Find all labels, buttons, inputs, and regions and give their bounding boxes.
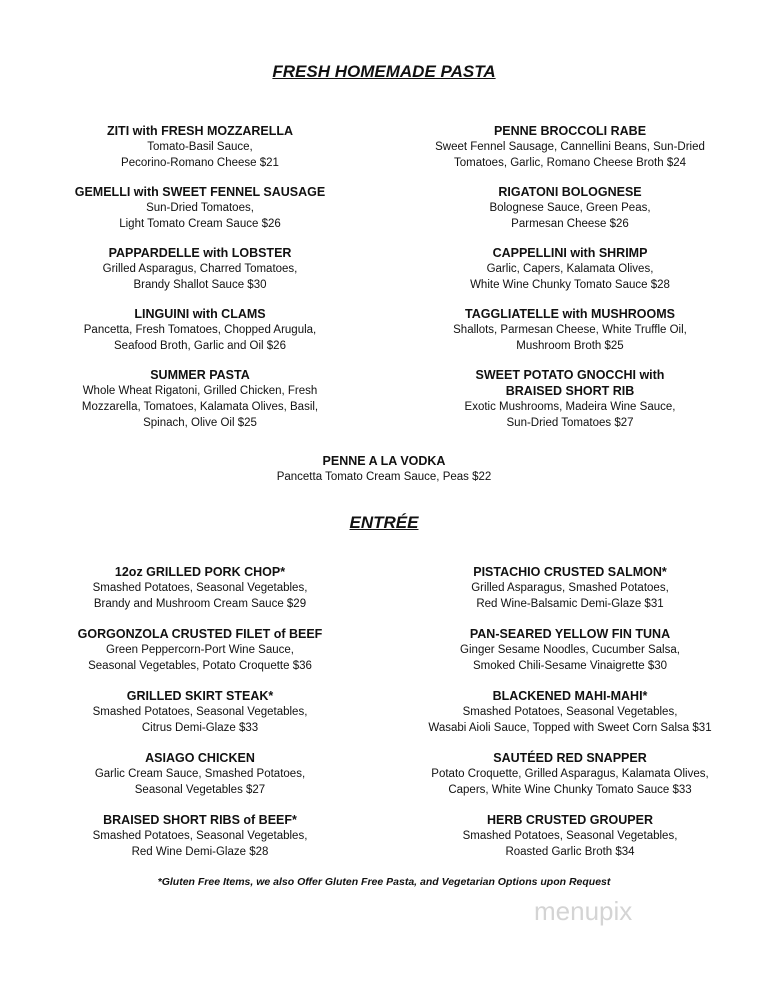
menu-item-description: Exotic Mushrooms, Madeira Wine Sauce, [464,401,676,413]
menu-item-description: Pancetta, Fresh Tomatoes, Chopped Arugula, [83,324,317,336]
menu-item [400,564,740,626]
entree-left-column [30,564,370,874]
menu-item [30,245,370,306]
menu-item-description: Parmesan Cheese $26 [511,218,629,230]
menu-item-name: PENNE A LA VODKA [322,454,446,468]
menu-item-name: SWEET POTATO GNOCCHI with BRAISED SHORT RIB [475,368,665,398]
pasta-section-title: FRESH HOMEMADE PASTA [272,62,496,81]
menu-item-description: Seasonal Vegetables $27 [134,784,266,796]
entree-right-column [400,564,740,874]
menu-item-description: Ginger Sesame Noodles, Cucumber Salsa, [460,644,680,656]
menu-item-description: Green Peppercorn-Port Wine Sauce, [106,644,294,656]
menu-item-name: TAGGLIATELLE with MUSHROOMS [465,307,675,321]
menu-item [30,306,370,367]
menu-item-name: BRAISED SHORT RIBS of BEEF* [103,813,297,827]
menu-item-description: Smashed Potatoes, Seasonal Vegetables, [462,830,678,842]
menu-item-description: White Wine Chunky Tomato Sauce $28 [470,279,670,291]
menu-item-description: Potato Croquette, Grilled Asparagus, Kalamata Olives, [431,768,709,780]
menu-item-description: Citrus Demi-Glaze $33 [141,722,259,734]
menu-item [400,367,740,428]
menu-item-name: SAUTÉED RED SNAPPER [493,751,647,765]
menu-item-description: Pancetta Tomato Cream Sauce, Peas $22 [276,471,492,483]
menu-item-name: GEMELLI with SWEET FENNEL SAUSAGE [74,185,326,199]
menu-item-description: Red Wine-Balsamic Demi-Glaze $31 [476,598,664,610]
menu-item-description: Red Wine Demi-Glaze $28 [131,846,269,858]
menu-item-name: CAPPELLINI with SHRIMP [492,246,648,260]
menu-item [30,688,370,750]
menu-item-description: Sun-Dried Tomatoes $27 [506,417,634,429]
menu-item-description: Roasted Garlic Broth $34 [505,846,635,858]
pasta-left-column [30,123,370,428]
menu-item-description: Bolognese Sauce, Green Peas, [489,202,651,214]
menu-item-description: Seasonal Vegetables, Potato Croquette $36 [88,660,312,672]
menu-item [400,245,740,306]
menu-item-description: Mozzarella, Tomatoes, Kalamata Olives, Basil, [81,401,319,413]
menu-item [400,626,740,688]
menu-item-name: RIGATONI BOLOGNESE [498,185,642,199]
menu-item-description: Wasabi Aioli Sauce, Topped with Sweet Corn Salsa $31 [428,722,712,734]
menu-item [30,564,370,626]
menu-item-name: HERB CRUSTED GROUPER [487,813,653,827]
menu-item-description: Grilled Asparagus, Smashed Potatoes, [471,582,669,594]
menu-item [30,184,370,245]
menu-item-name: PISTACHIO CRUSTED SALMON* [473,565,667,579]
menu-item [30,626,370,688]
menu-item [30,367,370,428]
menupix-watermark: menupix [534,896,633,926]
menu-item [400,306,740,367]
menu-item-name: GORGONZOLA CRUSTED FILET of BEEF [77,627,323,641]
menu-item [30,750,370,812]
menu-item [30,123,370,184]
gluten-free-footnote: *Gluten Free Items, we also Offer Gluten Free Pasta, and Vegetarian Options upon Request [157,876,611,888]
entree-section-title: ENTRÉE [349,513,419,532]
menu-item-name: LINGUINI with CLAMS [134,307,266,321]
menu-item [400,184,740,245]
menu-item-name: PAPPARDELLE with LOBSTER [108,246,292,260]
menu-item-penne-vodka [0,453,768,485]
menu-item-description: Sweet Fennel Sausage, Cannellini Beans, Sun-Dried [435,141,705,153]
menu-item-description: Smashed Potatoes, Seasonal Vegetables, [92,706,308,718]
menu-item-name: ASIAGO CHICKEN [145,751,255,765]
menu-item-description: Smashed Potatoes, Seasonal Vegetables, [462,706,678,718]
menu-item-name: SUMMER PASTA [150,368,250,382]
menu-item-description: Shallots, Parmesan Cheese, White Truffle Oil, [453,324,687,336]
menu-item-name: GRILLED SKIRT STEAK* [126,689,274,703]
menu-item-description: Whole Wheat Rigatoni, Grilled Chicken, Fresh [82,385,318,397]
menu-item-description: Smoked Chili-Sesame Vinaigrette $30 [472,660,668,672]
menu-item-description: Spinach, Olive Oil $25 [143,417,257,429]
menu-item [400,812,740,874]
menu-item-description: Smashed Potatoes, Seasonal Vegetables, [92,582,308,594]
menu-item-name: PAN-SEARED YELLOW FIN TUNA [469,627,671,641]
menu-item-description: Pecorino-Romano Cheese $21 [121,157,279,169]
menu-item-description: Brandy and Mushroom Cream Sauce $29 [93,598,307,610]
menu-item-description: Tomato-Basil Sauce, [147,141,253,153]
menu-item-description: Mushroom Broth $25 [516,340,624,352]
menu-item [400,750,740,812]
menu-item-description: Tomatoes, Garlic, Romano Cheese Broth $24 [453,157,687,169]
menu-item-name: ZITI with FRESH MOZZARELLA [106,124,294,138]
pasta-right-column [400,123,740,428]
menu-item-description: Light Tomato Cream Sauce $26 [119,218,281,230]
menu-item-name: BLACKENED MAHI-MAHI* [492,689,648,703]
menu-item-name: PENNE BROCCOLI RABE [493,124,647,138]
menu-item [400,688,740,750]
menu-item-description: Brandy Shallot Sauce $30 [133,279,267,291]
menu-item-description: Capers, White Wine Chunky Tomato Sauce $33 [448,784,692,796]
menu-item-description: Grilled Asparagus, Charred Tomatoes, [102,263,298,275]
menu-item [400,123,740,184]
menu-item-description: Seafood Broth, Garlic and Oil $26 [114,340,286,352]
menu-item-description: Garlic Cream Sauce, Smashed Potatoes, [94,768,306,780]
menu-item-description: Sun-Dried Tomatoes, [146,202,254,214]
menu-item-name: 12oz GRILLED PORK CHOP* [114,565,286,579]
menu-item [30,812,370,874]
menu-item-description: Smashed Potatoes, Seasonal Vegetables, [92,830,308,842]
menu-item-description: Garlic, Capers, Kalamata Olives, [486,263,654,275]
